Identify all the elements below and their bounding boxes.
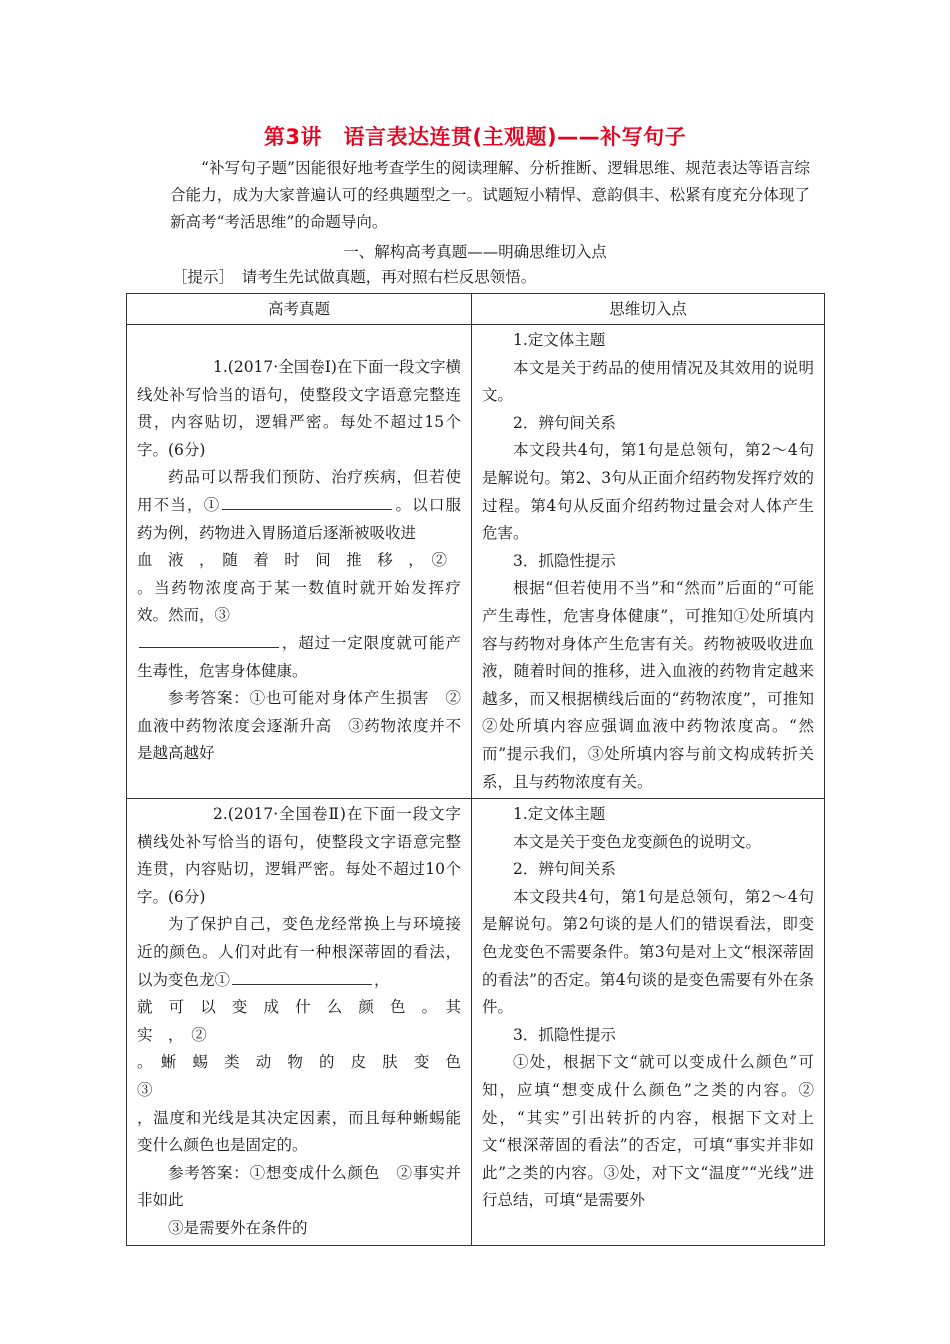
analysis-heading: 2．辨句间关系 [513, 413, 616, 432]
analysis-cell [472, 799, 825, 1246]
question-cell [127, 325, 472, 799]
answer-blank[interactable] [232, 970, 372, 985]
question-passage-line: 。当药物浓度高于某一数值时就开始发挥疗效。然而，③ [137, 578, 461, 625]
question-stem: 2.(2017·全国卷Ⅱ)在下面一段文字横线处补写恰当的语句，使整段文字语意完整连贯，内容贴切，逻辑严密。每处不超过10个字。(6分) [137, 805, 461, 906]
exam-table [126, 293, 825, 1246]
analysis-text: 本文段共4句，第1句是总领句，第2～4句是解说句。第2句谈的是人们的错误看法，即变色龙变色不需要条件。第3句是对上文“根深蒂固的看法”的否定。第4句谈的是变色需要有外在条件。 [482, 887, 814, 1017]
answer-blank[interactable] [139, 633, 279, 648]
question-passage-line: 就 可 以 变 成 什 么 颜 色 。 其 实 ， ② [137, 998, 477, 1044]
analysis-text: 本文段共4句，第1句是总领句，第2～4句是解说句。第2、3句从正面介绍药物发挥疗效的过程。第4句从反面介绍药物过量会对人体产生危害。 [482, 441, 814, 543]
analysis-text: ①处，根据下文“就可以变成什么颜色”可知，应填“想变成什么颜色”之类的内容。②处，“其实”引出转折的内容，根据下文对上文“根深蒂固的看法”的否定，可填“事实并非如此”之类的内容。③处，对下文“温度”“光线”进行总结，可填“是需要外 [482, 1053, 814, 1210]
tip-line: ［提示］ 请考生先试做真题，再对照右栏反思领悟。 [172, 268, 537, 286]
question-passage: 药品可以帮我们预防、治疗疾病，但若使用不当，① 。以口服药为例，药物进入胃肠道后逐渐被吸收进 [137, 468, 461, 542]
question-passage: 为了保护自己，变色龙经常换上与环境接近的颜色。人们对此有一种根深蒂固的看法，以为变色龙① ， [137, 915, 461, 989]
reference-answer-continued: ③是需要外在条件的 [168, 1219, 308, 1237]
answer-blank[interactable] [222, 495, 392, 510]
analysis-text: 根据“但若使用不当”和“然而”后面的“可能产生毒性，危害身体健康”，可推知①处所填内容与药物对身体产生危害有关。药物被吸收进血液，随着时间的推移，进入血液的药物肯定越来越多，而又根据横线后面的“药物浓度”，可推知②处所填内容应强调血液中药物浓度高。“然而”提示我们，③处所填内容与前文构成转折关系，且与药物浓度有关。 [482, 579, 814, 791]
question-passage-line: ，超过一定限度就可能产生毒性，危害身体健康。 [137, 633, 461, 680]
question-passage-line: 血 液 ， 随 着 时 间 推 移 ， ② [137, 551, 448, 570]
page-title: 第3讲 语言表达连贯(主观题)——补写句子 [263, 125, 687, 149]
header-thinking-entry: 思维切入点 [472, 294, 825, 325]
analysis-heading: 1.定文体主题 [513, 331, 606, 349]
reference-answer: 参考答案：①想变成什么颜色 ②事实并非如此 [137, 1163, 461, 1210]
reference-answer: 参考答案：①也可能对身体产生损害 ②血液中药物浓度会逐渐升高 ③药物浓度并不是越高越好 [137, 689, 461, 763]
table-row [127, 325, 825, 799]
intro-paragraph: “补写句子题”因能很好地考查学生的阅读理解、分析推断、逻辑思维、规范表达等语言综合能力，成为大家普遍认可的经典题型之一。试题短小精悍、意韵俱丰、松紧有度充分体现了新高考“考活思维”的命题导向。 [170, 159, 810, 231]
analysis-cell [472, 325, 825, 799]
analysis-heading: 2．辨句间关系 [513, 860, 616, 879]
question-stem: 1.(2017·全国卷Ⅰ)在下面一段文字横线处补写恰当的语句，使整段文字语意完整连贯，内容贴切，逻辑严密。每处不超过15个字。(6分) [137, 358, 461, 459]
section-heading: 一、解构高考真题——明确思维切入点 [343, 243, 607, 261]
analysis-heading: 3．抓隐性提示 [513, 551, 616, 570]
question-cell [127, 799, 477, 1246]
analysis-heading: 1.定文体主题 [513, 805, 606, 824]
analysis-text: 本文是关于药品的使用情况及其效用的说明文。 [482, 358, 814, 405]
analysis-heading: 3．抓隐性提示 [513, 1025, 616, 1044]
table-row [127, 799, 825, 1246]
question-passage-line: 。 蜥 蜴 类 动 物 的 皮 肤 变 色 ③ [137, 1053, 477, 1100]
header-exam-questions: 高考真题 [127, 294, 472, 325]
question-passage-line: ，温度和光线是其决定因素，而且每种蜥蜴能变什么颜色也是固定的。 [137, 1108, 461, 1155]
analysis-text: 本文是关于变色龙变颜色的说明文。 [513, 832, 762, 851]
